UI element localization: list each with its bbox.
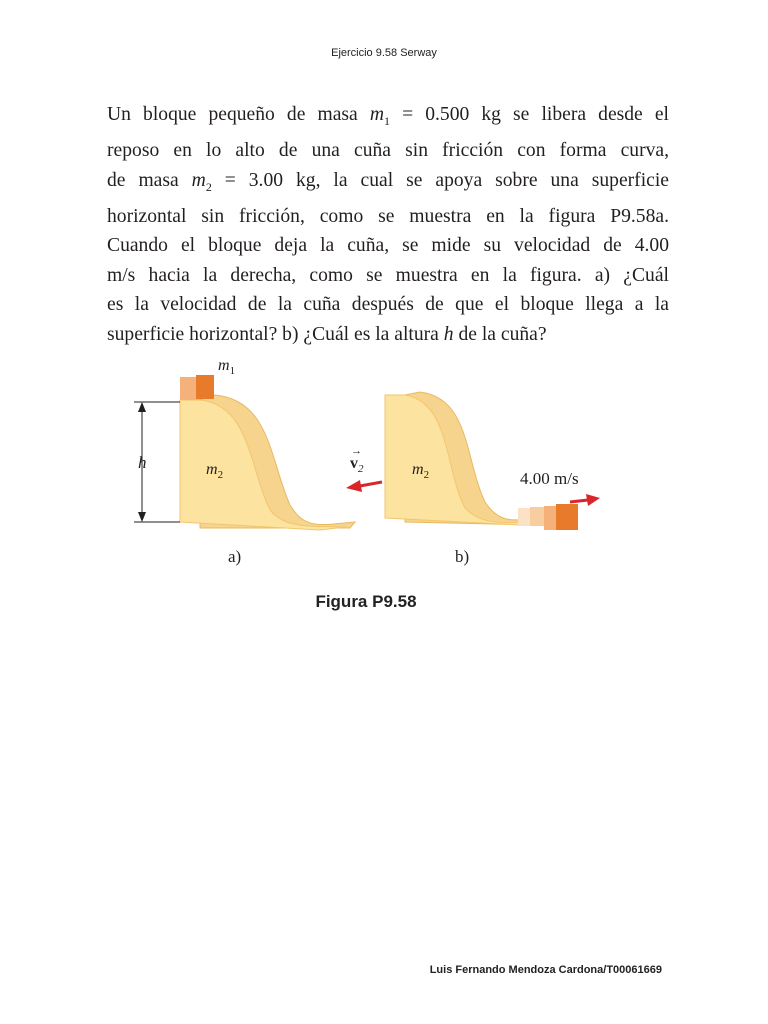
label-m1: $m_1$ xyxy=(218,357,236,377)
panel-b-diagram xyxy=(346,392,600,566)
panel-b-label: b) xyxy=(455,547,470,566)
label-m2-a: $m_2$ xyxy=(206,461,224,481)
problem-line: es la velocidad de la cuña después de que el bloque llega a la xyxy=(107,294,669,316)
panel-a-diagram xyxy=(134,357,355,566)
block-m1-a-side xyxy=(196,375,214,399)
label-v2: $v_2$ xyxy=(350,455,364,475)
h-arrow-up xyxy=(138,402,146,412)
figure-caption: Figura P9.58 xyxy=(315,592,417,611)
problem-statement xyxy=(107,100,669,349)
problem-line: superficie horizontal? b) ¿Cuál es la altura h de la cuña? xyxy=(107,323,547,345)
page-header: Ejercicio 9.58 Serway xyxy=(331,47,437,59)
problem-line: reposo en lo alto de una cuña sin fricción con forma curva, xyxy=(107,140,669,162)
problem-line: Cuando el bloque deja la cuña, se mide su velocidad de 4.00 xyxy=(107,235,669,257)
block-m1-b-side xyxy=(556,504,578,530)
label-m2-b: $m_2$ xyxy=(412,461,430,481)
h-arrow-down xyxy=(138,512,146,522)
v2-vector-mark: → xyxy=(351,445,362,457)
problem-line: m/s hacia la derecha, como se muestra en la figura. a) ¿Cuál xyxy=(107,264,669,286)
problem-line: de masa $m_2 = 3.00$ kg, la cual se apoya sobre una superficie xyxy=(107,169,669,194)
speed-arrow-head xyxy=(586,494,600,506)
label-speed: 4.00 m/s xyxy=(520,469,579,488)
math-variable: m xyxy=(369,104,384,125)
v2-arrow-head xyxy=(346,480,362,492)
page-footer: Luis Fernando Mendoza Cardona/T00061669 xyxy=(429,964,662,976)
problem-line: horizontal sin fricción, como se muestra en la figura P9.58a. xyxy=(107,206,669,228)
figure-p9-58 xyxy=(120,350,620,580)
math-subscript: 2 xyxy=(205,179,212,194)
speed-arrow-shaft xyxy=(570,500,588,502)
v2-arrow-shaft xyxy=(360,482,382,486)
panel-a-label: a) xyxy=(228,547,242,566)
problem-line: Un bloque pequeño de masa $m_1 = 0.500$ kg se libera desde el xyxy=(107,104,669,128)
label-h: h xyxy=(138,453,147,472)
math-subscript: 1 xyxy=(383,113,390,128)
math-variable: h xyxy=(443,323,454,345)
math-variable: m xyxy=(191,169,206,191)
